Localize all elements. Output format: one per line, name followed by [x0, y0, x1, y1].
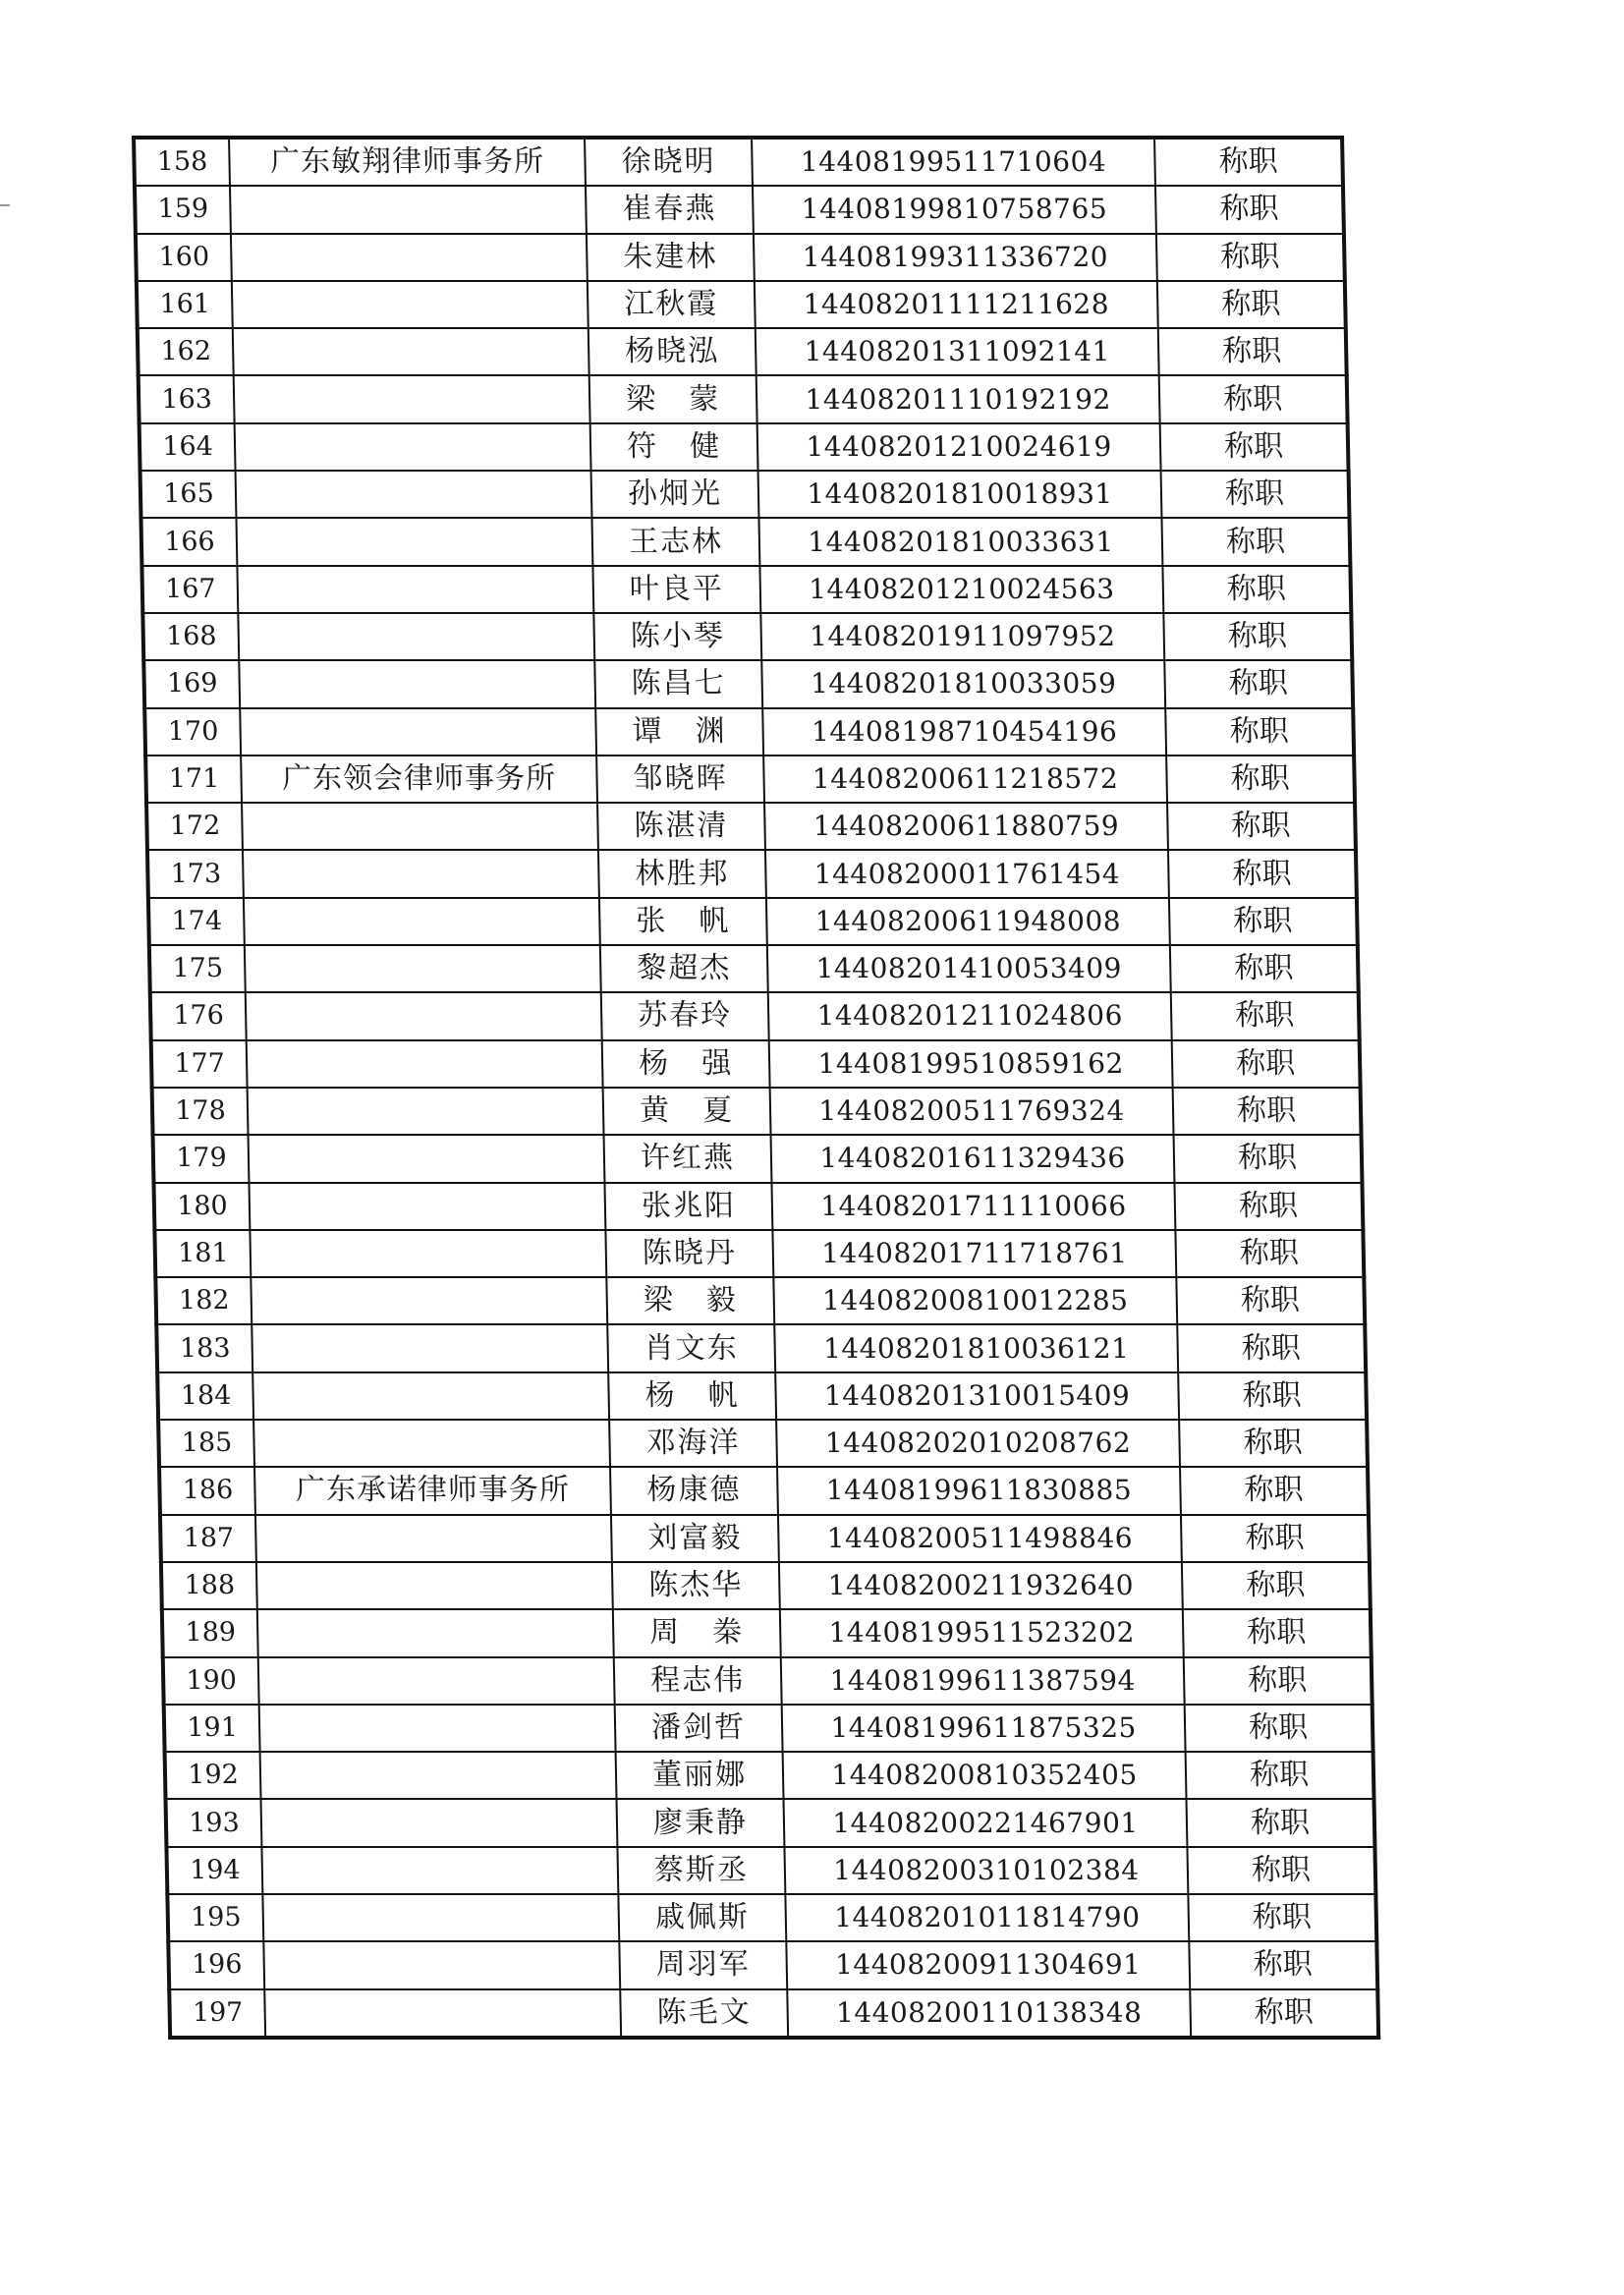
law-firm-cell [249, 1135, 605, 1182]
license-number-cell: 14408200110138348 [787, 1989, 1191, 2038]
table-row [141, 566, 1351, 613]
license-number-cell: 14408200810012285 [773, 1277, 1177, 1324]
lawyer-name-cell: 邹晓晖 [596, 756, 764, 803]
table-row [153, 1135, 1363, 1182]
assessment-result-cell: 称职 [1164, 660, 1353, 707]
row-number-cell: 168 [142, 613, 239, 660]
law-firm-cell [246, 992, 602, 1039]
assessment-result-cell: 称职 [1187, 1799, 1375, 1846]
row-number-cell: 196 [168, 1941, 264, 1988]
table-row [166, 1847, 1375, 1894]
lawyer-name-cell: 陈小琴 [593, 613, 761, 660]
table-row [148, 898, 1358, 945]
row-number-cell: 164 [140, 423, 236, 471]
table-row [143, 660, 1353, 707]
license-number-cell: 14408199510859162 [769, 1040, 1173, 1088]
table-row [168, 1941, 1377, 1988]
assessment-result-cell: 称职 [1187, 1847, 1375, 1894]
license-number-cell: 14408199810758765 [753, 186, 1156, 233]
assessment-result-cell: 称职 [1176, 1277, 1365, 1324]
license-number-cell: 14408201810018931 [758, 471, 1162, 518]
law-firm-cell [262, 1894, 619, 1941]
license-number-cell: 14408201611329436 [771, 1135, 1175, 1182]
assessment-result-cell: 称职 [1167, 803, 1356, 850]
law-firm-cell [257, 1609, 614, 1656]
table-row [157, 1372, 1367, 1420]
law-firm-cell [235, 423, 591, 471]
lawyer-name-cell: 邓海洋 [609, 1420, 777, 1467]
lawyer-name-cell: 江秋霞 [588, 281, 756, 328]
row-number-cell: 188 [161, 1562, 257, 1609]
row-number-cell: 183 [156, 1324, 252, 1371]
row-number-cell: 158 [134, 138, 230, 186]
law-firm-cell [245, 945, 601, 992]
assessment-result-cell: 称职 [1157, 281, 1346, 328]
lawyer-name-cell: 黄 夏 [603, 1088, 771, 1135]
table-row [152, 1088, 1362, 1135]
lawyer-assessment-table [132, 136, 1380, 2040]
row-number-cell: 170 [144, 708, 241, 756]
row-number-cell: 167 [141, 566, 238, 613]
lawyer-name-cell: 杨 帆 [608, 1372, 776, 1420]
law-firm-cell [234, 375, 590, 422]
license-number-cell: 14408200221467901 [784, 1799, 1188, 1846]
license-number-cell: 14408201210024619 [757, 423, 1161, 471]
table-row [161, 1562, 1371, 1609]
license-number-cell: 14408201110192192 [756, 375, 1160, 422]
row-number-cell: 177 [151, 1040, 248, 1088]
table-row [166, 1799, 1375, 1846]
license-number-cell: 14408199511523202 [780, 1609, 1184, 1656]
row-number-cell: 186 [159, 1467, 255, 1514]
lawyer-name-cell: 蔡斯丞 [617, 1847, 785, 1894]
row-number-cell: 166 [140, 518, 237, 565]
law-firm-cell [259, 1705, 616, 1752]
license-number-cell: 14408200611218572 [763, 756, 1167, 803]
table-row [145, 756, 1355, 803]
table-row [165, 1752, 1374, 1799]
law-firm-cell: 广东领会律师事务所 [241, 756, 597, 803]
row-number-cell: 162 [138, 328, 234, 375]
law-firm-cell [238, 613, 594, 660]
license-number-cell: 14408201911097952 [760, 613, 1164, 660]
table-body [134, 138, 1378, 2038]
assessment-result-cell: 称职 [1183, 1609, 1372, 1656]
row-number-cell: 159 [135, 186, 231, 233]
table-row [146, 803, 1356, 850]
table-row [150, 992, 1360, 1039]
row-number-cell: 179 [153, 1135, 250, 1182]
assessment-result-cell: 称职 [1170, 945, 1359, 992]
assessment-result-cell: 称职 [1188, 1894, 1376, 1941]
license-number-cell: 14408201810033631 [758, 518, 1162, 565]
law-firm-cell [232, 281, 588, 328]
lawyer-name-cell: 戚佩斯 [618, 1894, 786, 1941]
assessment-result-cell: 称职 [1174, 1183, 1363, 1230]
law-firm-cell [237, 566, 593, 613]
assessment-result-cell: 称职 [1185, 1705, 1373, 1752]
margin-mark [0, 204, 10, 206]
table-row [151, 1040, 1361, 1088]
assessment-result-cell: 称职 [1163, 613, 1352, 660]
table-row [147, 850, 1357, 897]
row-number-cell: 185 [158, 1420, 254, 1467]
row-number-cell: 195 [167, 1894, 263, 1941]
law-firm-cell [251, 1277, 607, 1324]
row-number-cell: 184 [157, 1372, 253, 1420]
assessment-result-cell: 称职 [1168, 850, 1357, 897]
assessment-result-cell: 称职 [1177, 1324, 1366, 1371]
assessment-result-cell: 称职 [1189, 1941, 1377, 1988]
assessment-result-cell: 称职 [1159, 375, 1348, 422]
table-row [153, 1183, 1363, 1230]
law-firm-cell [244, 898, 600, 945]
assessment-result-cell: 称职 [1175, 1230, 1364, 1277]
assessment-result-cell: 称职 [1190, 1989, 1378, 2038]
assessment-result-cell: 称职 [1178, 1372, 1367, 1420]
table-row [158, 1420, 1368, 1467]
lawyer-name-cell: 董丽娜 [616, 1752, 784, 1799]
lawyer-name-cell: 符 健 [590, 423, 758, 471]
assessment-result-cell: 称职 [1166, 756, 1355, 803]
license-number-cell: 14408200611948008 [766, 898, 1170, 945]
license-number-cell: 14408201810036121 [774, 1324, 1178, 1371]
assessment-result-cell: 称职 [1186, 1752, 1374, 1799]
license-number-cell: 14408200911304691 [786, 1941, 1190, 1988]
law-firm-cell [261, 1847, 618, 1894]
lawyer-name-cell: 陈杰华 [612, 1562, 780, 1609]
license-number-cell: 14408200611880759 [764, 803, 1168, 850]
assessment-result-cell: 称职 [1173, 1088, 1362, 1135]
lawyer-name-cell: 苏春玲 [601, 992, 769, 1039]
lawyer-name-cell: 林胜邦 [598, 850, 766, 897]
row-number-cell: 187 [160, 1515, 256, 1562]
license-number-cell: 14408200310102384 [784, 1847, 1188, 1894]
lawyer-name-cell: 王志林 [591, 518, 759, 565]
assessment-result-cell: 称职 [1165, 708, 1354, 756]
table-row [163, 1657, 1372, 1705]
license-number-cell: 14408199511710604 [752, 138, 1155, 186]
row-number-cell: 182 [155, 1277, 252, 1324]
law-firm-cell [264, 1989, 621, 2038]
row-number-cell: 171 [145, 756, 242, 803]
law-firm-cell [231, 234, 588, 281]
assessment-result-cell: 称职 [1169, 898, 1358, 945]
row-number-cell: 191 [164, 1705, 260, 1752]
row-number-cell: 197 [169, 1989, 265, 2038]
table-row [134, 138, 1343, 186]
license-number-cell: 14408201310015409 [775, 1372, 1179, 1420]
law-firm-cell [240, 708, 596, 756]
row-number-cell: 165 [140, 471, 237, 518]
row-number-cell: 180 [153, 1183, 250, 1230]
assessment-result-cell: 称职 [1160, 423, 1349, 471]
table-row [156, 1324, 1366, 1371]
lawyer-name-cell: 黎超杰 [600, 945, 768, 992]
law-firm-cell [263, 1941, 620, 1988]
lawyer-name-cell: 程志伟 [614, 1657, 782, 1705]
law-firm-cell [239, 660, 595, 707]
assessment-result-cell: 称职 [1172, 1040, 1361, 1088]
assessment-result-cell: 称职 [1180, 1467, 1369, 1514]
lawyer-name-cell: 陈湛清 [597, 803, 765, 850]
table-row [139, 375, 1348, 422]
row-number-cell: 172 [146, 803, 243, 850]
row-number-cell: 175 [149, 945, 246, 992]
row-number-cell: 160 [136, 234, 232, 281]
row-number-cell: 173 [147, 850, 244, 897]
license-number-cell: 14408200511769324 [770, 1088, 1174, 1135]
table-row [140, 423, 1349, 471]
license-number-cell: 14408200511498846 [778, 1515, 1182, 1562]
table-row [164, 1705, 1373, 1752]
license-number-cell: 14408201410053409 [767, 945, 1171, 992]
law-firm-cell [252, 1324, 608, 1371]
lawyer-name-cell: 陈毛文 [620, 1989, 788, 2038]
assessment-result-cell: 称职 [1161, 471, 1350, 518]
assessment-result-cell: 称职 [1182, 1562, 1371, 1609]
lawyer-name-cell: 杨康德 [610, 1467, 778, 1514]
table-row [135, 186, 1344, 233]
law-firm-cell [243, 850, 599, 897]
table-row [159, 1467, 1369, 1514]
lawyer-name-cell: 谭 渊 [595, 708, 763, 756]
license-number-cell: 14408200211932640 [779, 1562, 1183, 1609]
lawyer-name-cell: 朱建林 [587, 234, 755, 281]
table-row [138, 328, 1347, 375]
row-number-cell: 189 [162, 1609, 258, 1656]
law-firm-cell [249, 1183, 605, 1230]
row-number-cell: 181 [154, 1230, 251, 1277]
license-number-cell: 14408198710454196 [762, 708, 1166, 756]
lawyer-name-cell: 陈昌七 [594, 660, 762, 707]
license-number-cell: 14408201211024806 [768, 992, 1172, 1039]
row-number-cell: 161 [137, 281, 233, 328]
law-firm-cell [255, 1515, 612, 1562]
lawyer-name-cell: 梁 毅 [606, 1277, 774, 1324]
table-row [136, 234, 1345, 281]
license-number-cell: 14408201210024563 [759, 566, 1163, 613]
table-row [162, 1609, 1372, 1656]
license-number-cell: 14408202010208762 [776, 1420, 1180, 1467]
law-firm-cell [252, 1372, 609, 1420]
row-number-cell: 192 [165, 1752, 261, 1799]
lawyer-name-cell: 崔春燕 [586, 186, 754, 233]
lawyer-name-cell: 刘富毅 [611, 1515, 779, 1562]
law-firm-cell [236, 518, 592, 565]
assessment-result-cell: 称职 [1158, 328, 1347, 375]
license-number-cell: 14408199611387594 [781, 1657, 1185, 1705]
table-row [142, 613, 1352, 660]
table-row [140, 518, 1350, 565]
law-firm-cell [258, 1657, 615, 1705]
law-firm-cell [230, 186, 587, 233]
lawyer-name-cell: 周羽军 [619, 1941, 787, 1988]
row-number-cell: 194 [166, 1847, 262, 1894]
assessment-result-cell: 称职 [1154, 138, 1343, 186]
lawyer-name-cell: 陈晓丹 [605, 1230, 773, 1277]
lawyer-name-cell: 孙炯光 [591, 471, 759, 518]
license-number-cell: 14408201711110066 [771, 1183, 1175, 1230]
license-number-cell: 14408199611830885 [777, 1467, 1181, 1514]
law-firm-cell [233, 328, 589, 375]
lawyer-name-cell: 徐晓明 [585, 138, 753, 186]
law-firm-cell [250, 1230, 606, 1277]
lawyer-name-cell: 潘剑哲 [615, 1705, 783, 1752]
law-firm-cell [242, 803, 598, 850]
lawyer-name-cell: 张 帆 [599, 898, 767, 945]
table-row [169, 1989, 1378, 2038]
table-row [160, 1515, 1370, 1562]
license-number-cell: 14408200011761454 [765, 850, 1169, 897]
law-firm-cell [247, 1040, 603, 1088]
row-number-cell: 178 [152, 1088, 249, 1135]
row-number-cell: 163 [139, 375, 235, 422]
license-number-cell: 14408201711718761 [772, 1230, 1176, 1277]
law-firm-cell: 广东敏翔律师事务所 [229, 138, 586, 186]
table-row [154, 1230, 1364, 1277]
license-number-cell: 14408199311336720 [754, 234, 1157, 281]
assessment-result-cell: 称职 [1156, 234, 1345, 281]
assessment-result-cell: 称职 [1179, 1420, 1368, 1467]
lawyer-name-cell: 叶良平 [592, 566, 760, 613]
lawyer-name-cell: 周 桊 [613, 1609, 781, 1656]
table-row [155, 1277, 1365, 1324]
law-firm-cell [261, 1799, 618, 1846]
license-number-cell: 14408199611875325 [782, 1705, 1186, 1752]
row-number-cell: 169 [143, 660, 240, 707]
table-row [137, 281, 1346, 328]
table-row [149, 945, 1359, 992]
lawyer-name-cell: 梁 蒙 [589, 375, 757, 422]
law-firm-cell [260, 1752, 617, 1799]
assessment-result-cell: 称职 [1171, 992, 1360, 1039]
lawyer-name-cell: 张兆阳 [604, 1183, 772, 1230]
assessment-result-cell: 称职 [1155, 186, 1344, 233]
lawyer-name-cell: 廖秉静 [617, 1799, 785, 1846]
license-number-cell: 14408200810352405 [783, 1752, 1187, 1799]
lawyer-name-cell: 许红燕 [604, 1135, 772, 1182]
row-number-cell: 190 [163, 1657, 259, 1705]
assessment-result-cell: 称职 [1181, 1515, 1370, 1562]
law-firm-cell [256, 1562, 613, 1609]
law-firm-cell [248, 1088, 604, 1135]
lawyer-name-cell: 肖文东 [607, 1324, 775, 1371]
license-number-cell: 14408201311092141 [756, 328, 1159, 375]
assessment-result-cell: 称职 [1174, 1135, 1363, 1182]
lawyer-name-cell: 杨晓泓 [588, 328, 756, 375]
row-number-cell: 193 [166, 1799, 262, 1846]
law-firm-cell [236, 471, 592, 518]
table-row [144, 708, 1354, 756]
license-number-cell: 14408201810033059 [761, 660, 1165, 707]
row-number-cell: 176 [150, 992, 247, 1039]
table-row [140, 471, 1350, 518]
law-firm-cell: 广东承诺律师事务所 [254, 1467, 611, 1514]
assessment-result-cell: 称职 [1184, 1657, 1372, 1705]
law-firm-cell [253, 1420, 610, 1467]
lawyer-name-cell: 杨 强 [602, 1040, 770, 1088]
row-number-cell: 174 [148, 898, 245, 945]
license-number-cell: 14408201011814790 [785, 1894, 1189, 1941]
table-row [167, 1894, 1376, 1941]
assessment-result-cell: 称职 [1162, 566, 1351, 613]
license-number-cell: 14408201111211628 [755, 281, 1158, 328]
assessment-result-cell: 称职 [1161, 518, 1350, 565]
